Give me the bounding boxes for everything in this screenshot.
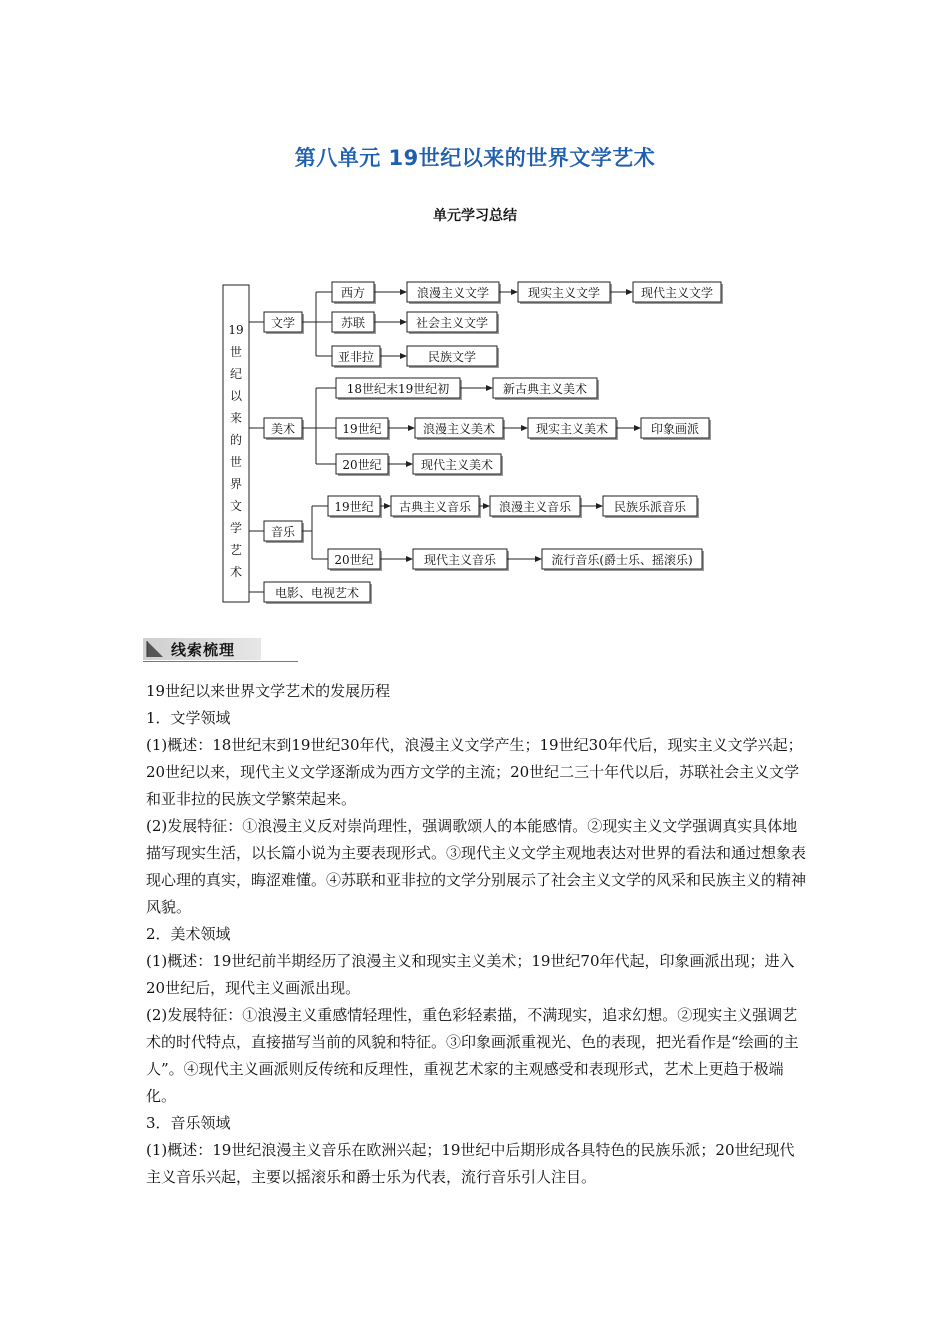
content-body xyxy=(146,678,808,1191)
category-art: 美术 xyxy=(270,422,296,436)
music-p2-1: 现代主义音乐 xyxy=(423,553,497,567)
music-p1-2: 浪漫主义音乐 xyxy=(498,500,572,514)
literature-overview: (1)概述：18世纪末到19世纪30年代，浪漫主义文学产生；19世纪30年代后，现实主义文学兴起；20世纪以来，现代主义文学逐渐成为西方文学的主流；20世纪二三十年代以后，苏联社会主义文学和亚非拉的民族文学繁荣起来。 xyxy=(146,736,803,808)
page-subtitle: 单元学习总结 xyxy=(433,208,517,224)
root-char: 来 xyxy=(229,411,243,425)
root-char: 界 xyxy=(229,477,243,491)
art-p2-1: 浪漫主义美术 xyxy=(422,422,496,436)
lit-west-3: 现代主义文学 xyxy=(640,286,714,300)
art-p3-1: 现代主义美术 xyxy=(420,458,494,472)
content-intro: 19世纪以来世界文学艺术的发展历程 xyxy=(146,682,391,700)
heading-literature: 1．文学领域 xyxy=(146,709,231,727)
root-char: 世 xyxy=(229,345,243,359)
lit-west-2: 现实主义文学 xyxy=(527,286,601,300)
heading-art: 2．美术领域 xyxy=(146,925,231,943)
root-char: 19 xyxy=(228,323,244,337)
lit-afro-1: 民族文学 xyxy=(427,350,477,364)
root-char: 艺 xyxy=(229,543,243,557)
root-char: 以 xyxy=(229,389,243,403)
music-p1-1: 古典主义音乐 xyxy=(398,500,472,514)
root-char: 纪 xyxy=(229,367,243,381)
root-char: 的 xyxy=(229,433,243,447)
heading-music: 3．音乐领域 xyxy=(146,1114,231,1132)
art-p2-3: 印象画派 xyxy=(650,422,700,436)
lit-ussr: 苏联 xyxy=(340,316,366,330)
category-film: 电影、电视艺术 xyxy=(274,586,360,600)
lit-west: 西方 xyxy=(340,286,366,300)
root-char: 术 xyxy=(229,565,243,579)
music-p1: 19世纪 xyxy=(334,500,374,514)
art-overview: (1)概述：19世纪前半期经历了浪漫主义和现实主义美术；19世纪70年代起，印象画派出现；进入20世纪后，现代主义画派出现。 xyxy=(146,952,795,997)
root-char: 学 xyxy=(229,521,243,535)
art-features: (2)发展特征：①浪漫主义重感情轻理性，重色彩轻素描，不满现实，追求幻想。②现实主义强调艺术的时代特点，直接描写当前的风貌和特征。③印象画派重视光、色的表现，把光看作是“绘画的主人”。④现代主义画派则反传统和反理性，重视艺术家的主观感受和表现形式，艺术上更趋于极端化。 xyxy=(146,1006,799,1105)
music-p2-2: 流行音乐(爵士乐、摇滚乐) xyxy=(551,553,693,567)
root-char: 世 xyxy=(229,455,243,469)
section-marker-icon xyxy=(146,640,164,658)
section-header xyxy=(143,636,298,664)
lit-ussr-1: 社会主义文学 xyxy=(415,316,489,330)
music-p1-3: 民族乐派音乐 xyxy=(613,500,687,514)
music-overview: (1)概述：19世纪浪漫主义音乐在欧洲兴起；19世纪中后期形成各具特色的民族乐派；20世纪现代主义音乐兴起，主要以摇滚乐和爵士乐为代表，流行音乐引人注目。 xyxy=(146,1141,795,1186)
section-title: 线索梳理 xyxy=(171,641,236,659)
art-p2-2: 现实主义美术 xyxy=(535,422,609,436)
lit-west-1: 浪漫主义文学 xyxy=(416,286,490,300)
lit-afro: 亚非拉 xyxy=(337,350,375,364)
category-literature: 文学 xyxy=(270,316,296,330)
literature-features: (2)发展特征：①浪漫主义反对崇尚理性，强调歌颂人的本能感情。②现实主义文学强调真实具体地描写现实生活，以长篇小说为主要表现形式。③现代主义文学主观地表达对世界的看法和通过想象表现心理的真实，晦涩难懂。④苏联和亚非拉的文学分别展示了社会主义文学的风采和民族主义的精神风貌。 xyxy=(146,817,807,916)
art-p1: 18世纪末19世纪初 xyxy=(346,382,450,396)
art-p1-1: 新古典主义美术 xyxy=(502,382,588,396)
category-music: 音乐 xyxy=(270,525,296,539)
concept-map-diagram xyxy=(0,270,950,610)
page-title: 第八单元 19世纪以来的世界文学艺术 xyxy=(294,146,656,170)
art-p2: 19世纪 xyxy=(342,422,382,436)
music-p2: 20世纪 xyxy=(334,553,374,567)
root-char: 文 xyxy=(229,499,243,513)
art-p3: 20世纪 xyxy=(342,458,382,472)
